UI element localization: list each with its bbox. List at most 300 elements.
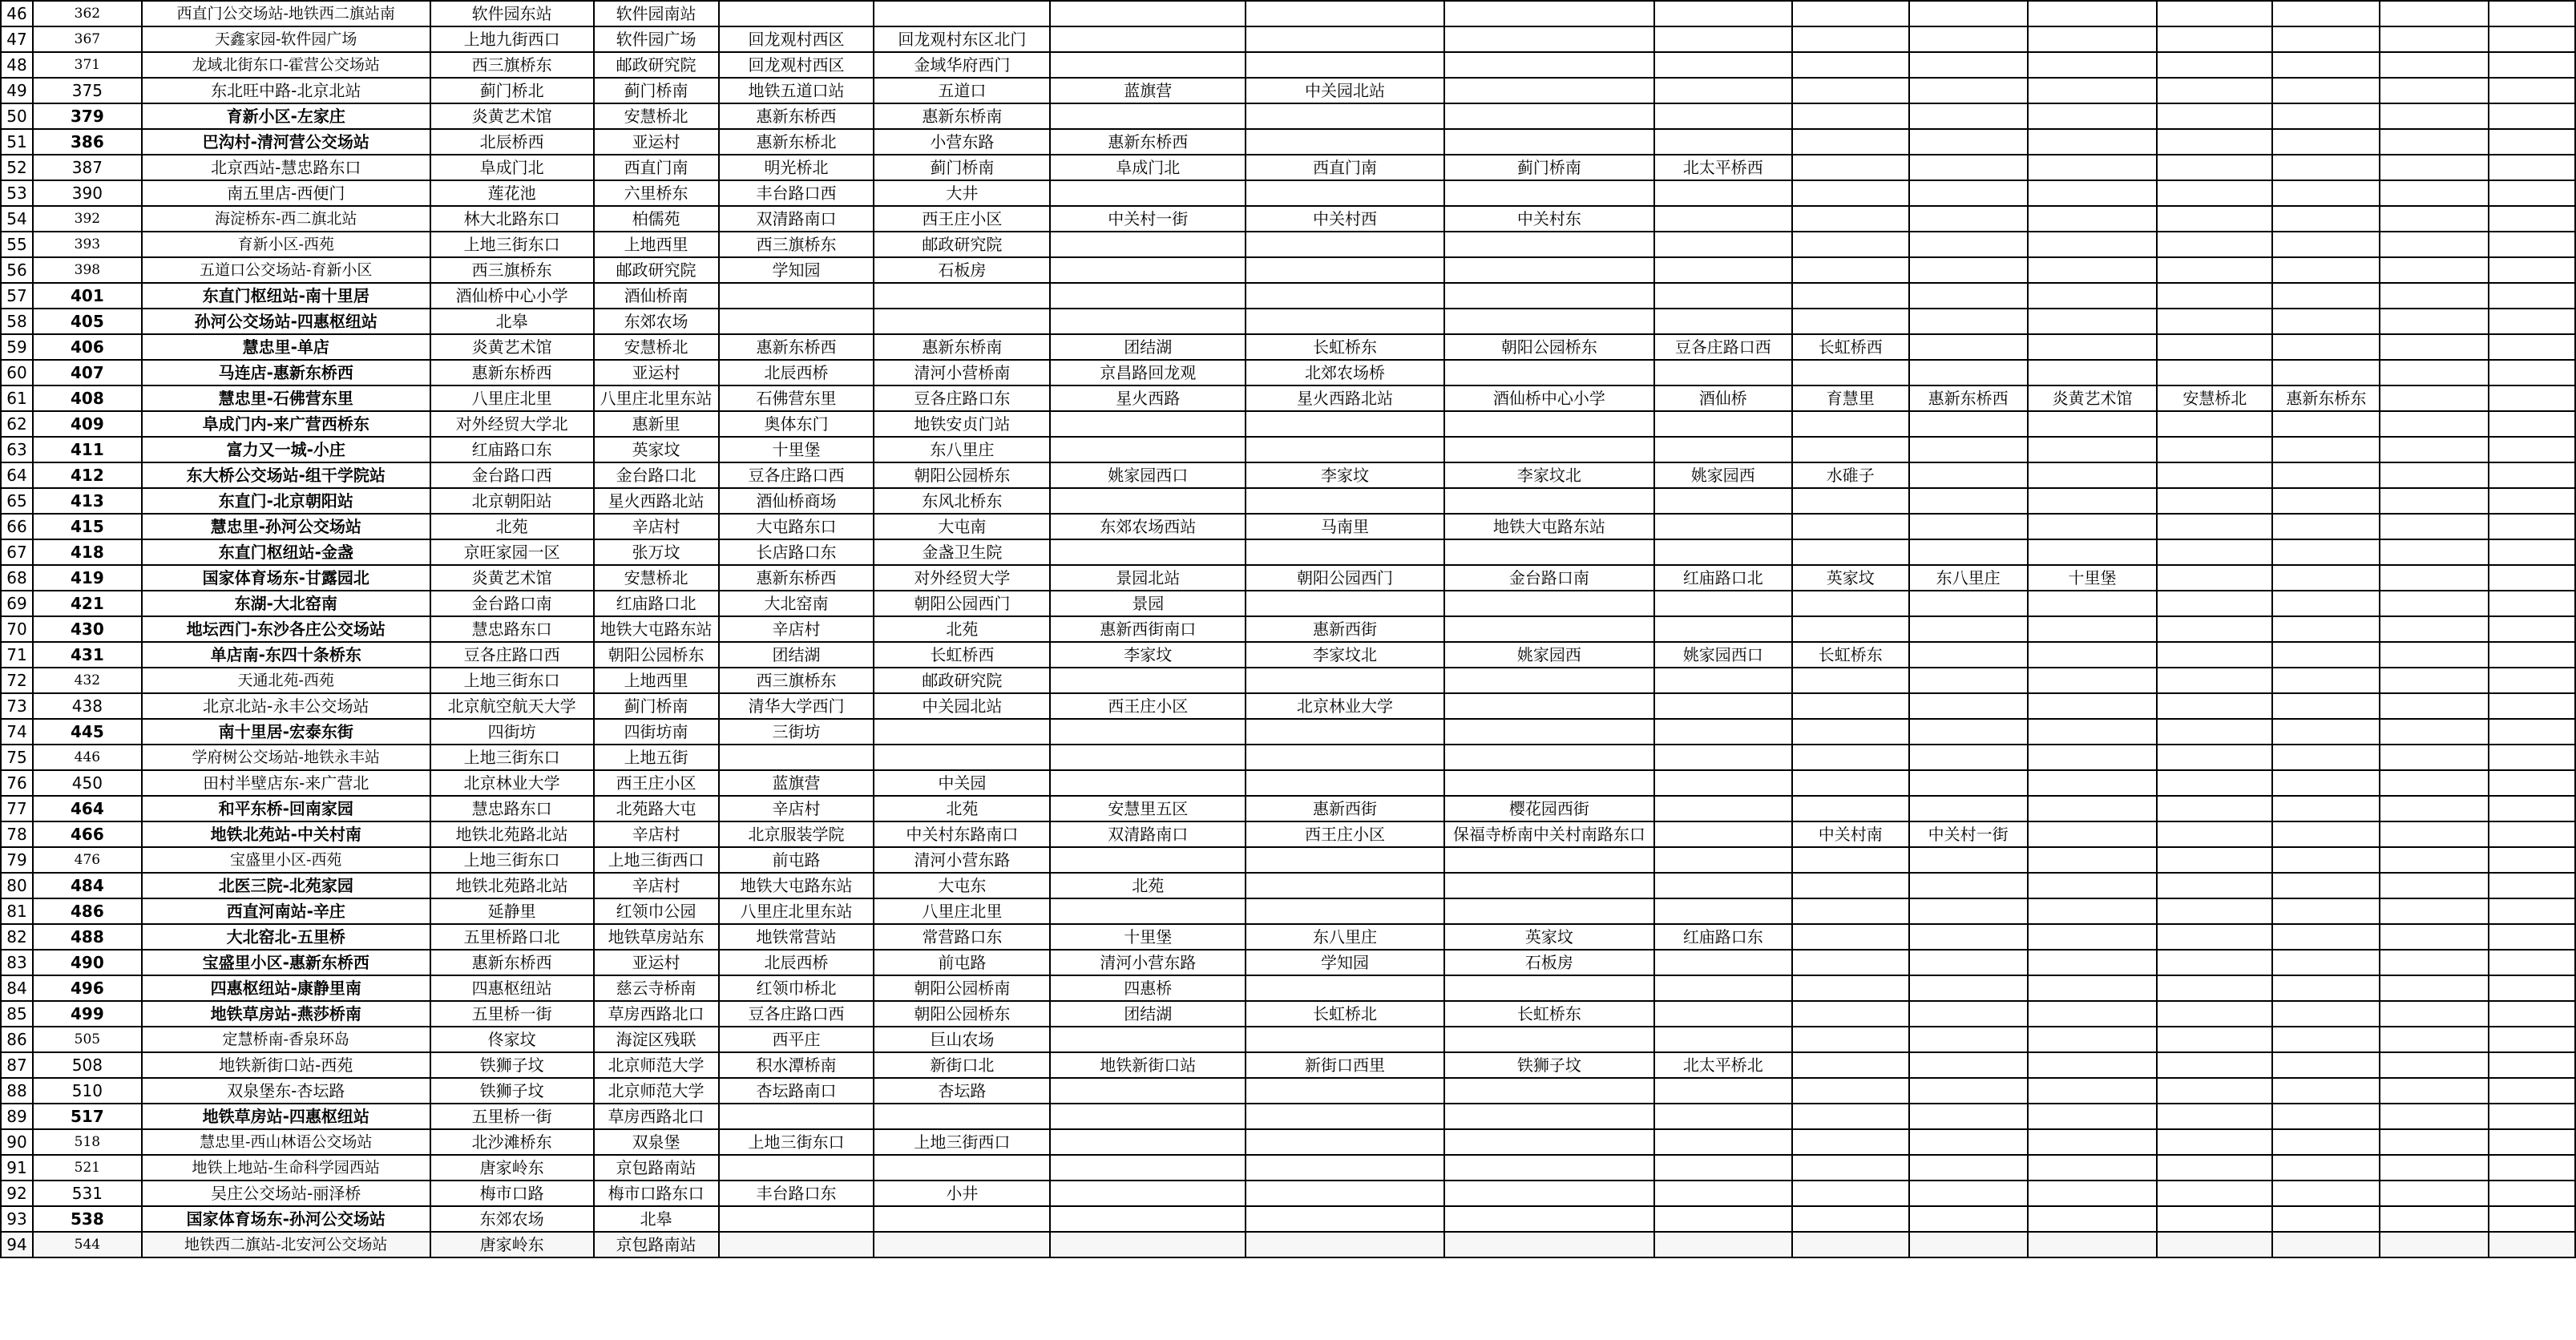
- stop-cell: [2157, 642, 2272, 668]
- stop-cell: [2028, 924, 2158, 950]
- stop-cell: [2489, 309, 2575, 334]
- stop-cell: [1792, 770, 1909, 796]
- stop-cell: 辛店村: [594, 821, 719, 847]
- table-row: [1, 78, 2575, 103]
- stop-cell: [2272, 539, 2380, 565]
- stop-cell: [1654, 1181, 1792, 1206]
- stop-cell: 中关园北站: [874, 693, 1050, 719]
- stop-cell: 清河小营东路: [874, 847, 1050, 873]
- route-name-cell: 富力又一城-小庄: [142, 437, 430, 462]
- stop-cell: [1246, 232, 1444, 257]
- route-name-cell: 单店南-东四十条桥东: [142, 642, 430, 668]
- stop-cell: [2028, 180, 2158, 206]
- stop-cell: [1909, 975, 2028, 1001]
- stop-cell: [1246, 898, 1444, 924]
- table-row: [1, 1078, 2575, 1104]
- stop-cell: [1444, 309, 1654, 334]
- stop-cell: 地铁常营站: [719, 924, 874, 950]
- stop-cell: [2489, 719, 2575, 745]
- table-row: [1, 206, 2575, 232]
- stop-cell: 蓟门桥南: [1444, 155, 1654, 180]
- stop-cell: 景园北站: [1050, 565, 1246, 591]
- stop-cell: [1909, 206, 2028, 232]
- table-row: [1, 1206, 2575, 1232]
- stop-cell: [2272, 770, 2380, 796]
- stop-cell: [1654, 129, 1792, 155]
- line-number-cell: 419: [33, 565, 142, 591]
- stop-cell: [2028, 1181, 2158, 1206]
- row-index-cell: 73: [1, 693, 33, 719]
- stop-cell: 石板房: [1444, 950, 1654, 975]
- stop-cell: [2157, 1181, 2272, 1206]
- stop-cell: 新街口西里: [1246, 1052, 1444, 1078]
- stop-cell: 十里堡: [1050, 924, 1246, 950]
- stop-cell: [2489, 385, 2575, 411]
- route-name-cell: 地铁上地站-生命科学园西站: [142, 1155, 430, 1181]
- table-row: [1, 1181, 2575, 1206]
- stop-cell: [1246, 770, 1444, 796]
- stop-cell: [2489, 1, 2575, 26]
- stop-cell: [1246, 180, 1444, 206]
- stop-cell: [2272, 462, 2380, 488]
- stop-cell: [2028, 539, 2158, 565]
- stop-cell: [2489, 232, 2575, 257]
- line-number-cell: 476: [33, 847, 142, 873]
- stop-cell: 红庙路口东: [1654, 924, 1792, 950]
- stop-cell: [2272, 1104, 2380, 1129]
- stop-cell: [1444, 1129, 1654, 1155]
- stop-cell: [2380, 1001, 2489, 1027]
- stop-cell: [2489, 334, 2575, 360]
- stop-cell: [2272, 642, 2380, 668]
- stop-cell: 京包路南站: [594, 1155, 719, 1181]
- stop-cell: [2380, 616, 2489, 642]
- row-index-cell: 92: [1, 1181, 33, 1206]
- stop-cell: 地铁新街口站: [1050, 1052, 1246, 1078]
- stop-cell: 亚运村: [594, 129, 719, 155]
- table-row: [1, 437, 2575, 462]
- stop-cell: [2380, 129, 2489, 155]
- table-row: [1, 796, 2575, 821]
- stop-cell: [2489, 1155, 2575, 1181]
- stop-cell: [1654, 745, 1792, 770]
- table-row: [1, 668, 2575, 693]
- route-name-cell: 阜成门内-来广营西桥东: [142, 411, 430, 437]
- stop-cell: [1444, 488, 1654, 514]
- stop-cell: 长虹桥东: [1792, 642, 1909, 668]
- stop-cell: [2272, 745, 2380, 770]
- stop-cell: [2380, 1104, 2489, 1129]
- stop-cell: [1444, 873, 1654, 898]
- stop-cell: [2380, 155, 2489, 180]
- stop-cell: [1246, 52, 1444, 78]
- table-row: [1, 616, 2575, 642]
- route-name-cell: 海淀桥东-西二旗北站: [142, 206, 430, 232]
- row-index-cell: 48: [1, 52, 33, 78]
- stop-cell: 金盏卫生院: [874, 539, 1050, 565]
- stop-cell: [1792, 411, 1909, 437]
- stop-cell: [2272, 437, 2380, 462]
- stop-cell: [1909, 1232, 2028, 1257]
- table-row: [1, 257, 2575, 283]
- stop-cell: [2157, 1206, 2272, 1232]
- line-number-cell: 367: [33, 26, 142, 52]
- stop-cell: [1654, 539, 1792, 565]
- stop-cell: 五里桥路口北: [430, 924, 594, 950]
- route-name-cell: 天通北苑-西苑: [142, 668, 430, 693]
- stop-cell: [2380, 591, 2489, 616]
- line-number-cell: 466: [33, 821, 142, 847]
- stop-cell: 辛店村: [594, 514, 719, 539]
- stop-cell: [2157, 1232, 2272, 1257]
- stop-cell: [1444, 411, 1654, 437]
- stop-cell: [1246, 591, 1444, 616]
- stop-cell: 东风北桥东: [874, 488, 1050, 514]
- stop-cell: 樱花园西街: [1444, 796, 1654, 821]
- stop-cell: [719, 1104, 874, 1129]
- stop-cell: [1050, 180, 1246, 206]
- route-name-cell: 龙域北街东口-霍营公交场站: [142, 52, 430, 78]
- stop-cell: [719, 745, 874, 770]
- stop-cell: [1654, 1232, 1792, 1257]
- stop-cell: [1792, 155, 1909, 180]
- stop-cell: 邮政研究院: [594, 257, 719, 283]
- row-index-cell: 51: [1, 129, 33, 155]
- stop-cell: [2489, 847, 2575, 873]
- stop-cell: 丰台路口东: [719, 1181, 874, 1206]
- row-index-cell: 65: [1, 488, 33, 514]
- stop-cell: [1909, 1078, 2028, 1104]
- stop-cell: [1444, 103, 1654, 129]
- stop-cell: [2380, 975, 2489, 1001]
- row-index-cell: 93: [1, 1206, 33, 1232]
- stop-cell: 积水潭桥南: [719, 1052, 874, 1078]
- stop-cell: 蓟门桥北: [430, 78, 594, 103]
- stop-cell: 八里庄北里东站: [719, 898, 874, 924]
- stop-cell: 蓟门桥南: [874, 155, 1050, 180]
- stop-cell: [1444, 78, 1654, 103]
- stop-cell: [874, 1, 1050, 26]
- stop-cell: [2489, 488, 2575, 514]
- stop-cell: 五道口: [874, 78, 1050, 103]
- stop-cell: 北苑: [1050, 873, 1246, 898]
- stop-cell: [1050, 1232, 1246, 1257]
- stop-cell: [2157, 873, 2272, 898]
- stop-cell: [1246, 103, 1444, 129]
- stop-cell: [2157, 462, 2272, 488]
- line-number-cell: 406: [33, 334, 142, 360]
- line-number-cell: 401: [33, 283, 142, 309]
- stop-cell: [1246, 873, 1444, 898]
- stop-cell: [1792, 719, 1909, 745]
- line-number-cell: 393: [33, 232, 142, 257]
- stop-cell: [2028, 642, 2158, 668]
- row-index-cell: 82: [1, 924, 33, 950]
- route-name-cell: 北京西站-慧忠路东口: [142, 155, 430, 180]
- table-row: [1, 155, 2575, 180]
- stop-cell: [2380, 1027, 2489, 1052]
- stop-cell: 莲花池: [430, 180, 594, 206]
- stop-cell: [1246, 129, 1444, 155]
- stop-cell: [2028, 283, 2158, 309]
- row-index-cell: 74: [1, 719, 33, 745]
- table-row: [1, 898, 2575, 924]
- stop-cell: [1654, 514, 1792, 539]
- stop-cell: [1909, 488, 2028, 514]
- stop-cell: 杏坛路南口: [719, 1078, 874, 1104]
- stop-cell: 姚家园西口: [1050, 462, 1246, 488]
- stop-cell: 上地西里: [594, 232, 719, 257]
- stop-cell: 朝阳公园西门: [1246, 565, 1444, 591]
- table-row: [1, 591, 2575, 616]
- row-index-cell: 70: [1, 616, 33, 642]
- stop-cell: [1050, 26, 1246, 52]
- stop-cell: [2157, 745, 2272, 770]
- stop-cell: [1050, 257, 1246, 283]
- table-row: [1, 924, 2575, 950]
- table-row: [1, 232, 2575, 257]
- stop-cell: [874, 283, 1050, 309]
- stop-cell: 梅市口路东口: [594, 1181, 719, 1206]
- stop-cell: [1246, 283, 1444, 309]
- stop-cell: 铁狮子坟: [430, 1052, 594, 1078]
- stop-cell: [1444, 52, 1654, 78]
- route-name-cell: 西直河南站-辛庄: [142, 898, 430, 924]
- line-number-cell: 490: [33, 950, 142, 975]
- stop-cell: [1792, 539, 1909, 565]
- stop-cell: [1909, 1206, 2028, 1232]
- stop-cell: [2157, 155, 2272, 180]
- line-number-cell: 499: [33, 1001, 142, 1027]
- stop-cell: 清华大学西门: [719, 693, 874, 719]
- route-name-cell: 地铁新街口站-西苑: [142, 1052, 430, 1078]
- stop-cell: [2028, 103, 2158, 129]
- stop-cell: 西三旗桥东: [719, 232, 874, 257]
- stop-cell: [1792, 283, 1909, 309]
- stop-cell: 惠新东桥西: [430, 950, 594, 975]
- stop-cell: [1654, 1027, 1792, 1052]
- line-number-cell: 421: [33, 591, 142, 616]
- stop-cell: [2157, 1027, 2272, 1052]
- stop-cell: 豆各庄路口西: [1654, 334, 1792, 360]
- stop-cell: [2380, 103, 2489, 129]
- stop-cell: 亚运村: [594, 360, 719, 385]
- table-row: [1, 873, 2575, 898]
- stop-cell: 长虹桥西: [1792, 334, 1909, 360]
- stop-cell: 明光桥北: [719, 155, 874, 180]
- route-name-cell: 东直门-北京朝阳站: [142, 488, 430, 514]
- route-name-cell: 五道口公交场站-育新小区: [142, 257, 430, 283]
- row-index-cell: 61: [1, 385, 33, 411]
- stop-cell: [2157, 206, 2272, 232]
- stop-cell: [1654, 103, 1792, 129]
- row-index-cell: 87: [1, 1052, 33, 1078]
- stop-cell: [1792, 514, 1909, 539]
- stop-cell: [1654, 1129, 1792, 1155]
- stop-cell: [2272, 1001, 2380, 1027]
- stop-cell: [1050, 1078, 1246, 1104]
- table-row: [1, 1001, 2575, 1027]
- stop-cell: 八里庄北里: [874, 898, 1050, 924]
- row-index-cell: 94: [1, 1232, 33, 1257]
- stop-cell: [2157, 796, 2272, 821]
- stop-cell: [2489, 1027, 2575, 1052]
- stop-cell: [1909, 668, 2028, 693]
- route-name-cell: 国家体育场东-甘露园北: [142, 565, 430, 591]
- stop-cell: [1909, 1001, 2028, 1027]
- stop-cell: [1909, 232, 2028, 257]
- table-row: [1, 360, 2575, 385]
- stop-cell: 邮政研究院: [874, 232, 1050, 257]
- stop-cell: [1050, 283, 1246, 309]
- row-index-cell: 79: [1, 847, 33, 873]
- route-name-cell: 四惠枢纽站-康静里南: [142, 975, 430, 1001]
- stop-cell: [1246, 309, 1444, 334]
- stop-cell: [1444, 668, 1654, 693]
- stop-cell: [1909, 873, 2028, 898]
- line-number-cell: 387: [33, 155, 142, 180]
- stop-cell: 奥体东门: [719, 411, 874, 437]
- stop-cell: 团结湖: [1050, 334, 1246, 360]
- row-index-cell: 69: [1, 591, 33, 616]
- table-row: [1, 1027, 2575, 1052]
- stop-cell: [1654, 873, 1792, 898]
- stop-cell: [2380, 1206, 2489, 1232]
- stop-cell: [2489, 437, 2575, 462]
- row-index-cell: 84: [1, 975, 33, 1001]
- stop-cell: [2489, 950, 2575, 975]
- stop-cell: [1050, 745, 1246, 770]
- stop-cell: [1050, 1, 1246, 26]
- stop-cell: [2272, 360, 2380, 385]
- stop-cell: [2380, 950, 2489, 975]
- table-row: [1, 129, 2575, 155]
- stop-cell: [2380, 1155, 2489, 1181]
- stop-cell: 豆各庄路口西: [719, 462, 874, 488]
- stop-cell: [1444, 1232, 1654, 1257]
- route-name-cell: 慧忠里-孙河公交场站: [142, 514, 430, 539]
- stop-cell: [2272, 1027, 2380, 1052]
- stop-cell: 巨山农场: [874, 1027, 1050, 1052]
- line-number-cell: 521: [33, 1155, 142, 1181]
- stop-cell: [2272, 232, 2380, 257]
- stop-cell: 双清路南口: [1050, 821, 1246, 847]
- stop-cell: 星火西路北站: [594, 488, 719, 514]
- line-number-cell: 412: [33, 462, 142, 488]
- line-number-cell: 408: [33, 385, 142, 411]
- stop-cell: [2489, 745, 2575, 770]
- stop-cell: 李家坟: [1246, 462, 1444, 488]
- stop-cell: [2157, 411, 2272, 437]
- stop-cell: [1792, 309, 1909, 334]
- stop-cell: 北苑路大屯: [594, 796, 719, 821]
- stop-cell: [1246, 26, 1444, 52]
- stop-cell: [719, 283, 874, 309]
- stop-cell: [2157, 1001, 2272, 1027]
- stop-cell: [2489, 103, 2575, 129]
- stop-cell: [2489, 975, 2575, 1001]
- line-number-cell: 518: [33, 1129, 142, 1155]
- stop-cell: 景园: [1050, 591, 1246, 616]
- stop-cell: 蓟门桥南: [594, 78, 719, 103]
- stop-cell: [1909, 411, 2028, 437]
- stop-cell: [2272, 1078, 2380, 1104]
- stop-cell: [1444, 360, 1654, 385]
- stop-cell: [1654, 206, 1792, 232]
- stop-cell: [1654, 437, 1792, 462]
- row-index-cell: 71: [1, 642, 33, 668]
- stop-cell: [2380, 411, 2489, 437]
- stop-cell: [1246, 1104, 1444, 1129]
- stop-cell: 水碓子: [1792, 462, 1909, 488]
- stop-cell: 延静里: [430, 898, 594, 924]
- stop-cell: [2157, 924, 2272, 950]
- stop-cell: [2157, 488, 2272, 514]
- route-name-cell: 国家体育场东-孙河公交场站: [142, 1206, 430, 1232]
- row-index-cell: 83: [1, 950, 33, 975]
- stop-cell: 安慧桥北: [594, 334, 719, 360]
- stop-cell: [1909, 539, 2028, 565]
- stop-cell: 常营路口东: [874, 924, 1050, 950]
- stop-cell: [2028, 129, 2158, 155]
- stop-cell: [2272, 1232, 2380, 1257]
- stop-cell: 北京林业大学: [1246, 693, 1444, 719]
- line-number-cell: 544: [33, 1232, 142, 1257]
- stop-cell: 北太平桥北: [1654, 1052, 1792, 1078]
- stop-cell: [1246, 1078, 1444, 1104]
- stop-cell: [2157, 78, 2272, 103]
- stop-cell: 北辰西桥: [719, 950, 874, 975]
- table-row: [1, 1129, 2575, 1155]
- stop-cell: [1050, 539, 1246, 565]
- stop-cell: [2028, 26, 2158, 52]
- stop-cell: 北苑: [430, 514, 594, 539]
- stop-cell: 邮政研究院: [594, 52, 719, 78]
- stop-cell: 学知园: [1246, 950, 1444, 975]
- stop-cell: [1444, 1027, 1654, 1052]
- stop-cell: 北京航空航天大学: [430, 693, 594, 719]
- stop-cell: 北京朝阳站: [430, 488, 594, 514]
- stop-cell: [1792, 745, 1909, 770]
- stop-cell: 姚家园西: [1444, 642, 1654, 668]
- line-number-cell: 379: [33, 103, 142, 129]
- stop-cell: [1792, 1206, 1909, 1232]
- stop-cell: [2380, 1129, 2489, 1155]
- stop-cell: 蓝旗营: [719, 770, 874, 796]
- stop-cell: 北京林业大学: [430, 770, 594, 796]
- stop-cell: 西三旗桥东: [430, 257, 594, 283]
- stop-cell: [1444, 1206, 1654, 1232]
- stop-cell: 朝阳公园桥南: [874, 975, 1050, 1001]
- stop-cell: [1792, 1155, 1909, 1181]
- stop-cell: [2380, 283, 2489, 309]
- stop-cell: [2489, 129, 2575, 155]
- table-row: [1, 1232, 2575, 1257]
- stop-cell: [1909, 26, 2028, 52]
- stop-cell: 星火西路北站: [1246, 385, 1444, 411]
- stop-cell: [719, 1232, 874, 1257]
- stop-cell: [2380, 796, 2489, 821]
- stop-cell: [1444, 26, 1654, 52]
- stop-cell: [2157, 693, 2272, 719]
- stop-cell: 铁狮子坟: [430, 1078, 594, 1104]
- stop-cell: 上地三街西口: [874, 1129, 1050, 1155]
- stop-cell: 蓟门桥南: [594, 693, 719, 719]
- stop-cell: [1792, 668, 1909, 693]
- stop-cell: [1654, 719, 1792, 745]
- stop-cell: [1792, 78, 1909, 103]
- stop-cell: [2380, 52, 2489, 78]
